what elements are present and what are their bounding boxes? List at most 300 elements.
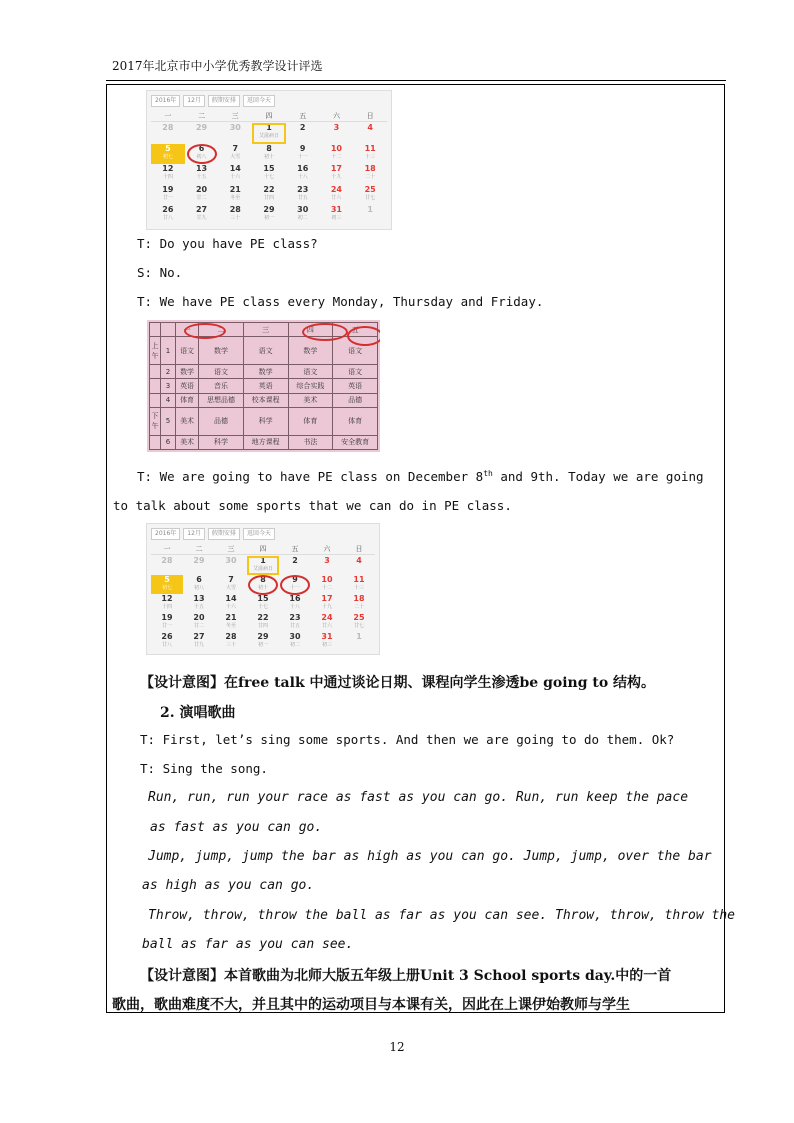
page-number: 12 bbox=[389, 1040, 405, 1054]
calendar-day bbox=[279, 556, 311, 575]
calendar-day bbox=[151, 575, 183, 594]
calendar-weekdays bbox=[151, 544, 375, 555]
day-number: 2 bbox=[299, 123, 306, 132]
calendar-day bbox=[185, 123, 219, 144]
timetable-cell: 体育 bbox=[333, 408, 378, 435]
lunar-label: 三十 bbox=[230, 215, 241, 222]
calendar-day bbox=[151, 613, 183, 632]
day-number: 16 bbox=[289, 594, 301, 603]
calendar-day bbox=[215, 556, 247, 575]
timetable-cell: 音乐 bbox=[199, 379, 244, 393]
timetable-row bbox=[150, 435, 378, 449]
calendar-day bbox=[218, 123, 252, 144]
lunar-label: 十八 bbox=[297, 174, 308, 181]
timetable-cell bbox=[150, 435, 161, 449]
calendar-day bbox=[247, 575, 279, 594]
day-number: 22 bbox=[257, 613, 269, 622]
lunar-label: 艾滋病日 bbox=[258, 133, 279, 139]
timetable-row bbox=[150, 379, 378, 393]
day-number: 22 bbox=[263, 184, 275, 194]
header-rule bbox=[106, 80, 726, 81]
timetable-cell bbox=[150, 379, 161, 393]
calendar-day bbox=[286, 144, 320, 165]
calendar-day bbox=[247, 613, 279, 632]
timetable-cell: 四 bbox=[288, 323, 333, 337]
lunar-label: 十一 bbox=[297, 153, 308, 160]
lunar-label: 十四 bbox=[161, 604, 172, 610]
lunar-label: 廿九 bbox=[196, 215, 207, 222]
calendar-day bbox=[183, 575, 215, 594]
day-number: 10 bbox=[321, 575, 333, 584]
timetable-cell: 思想品德 bbox=[199, 393, 244, 407]
calendar-toolbar-item: 返回今天 bbox=[243, 95, 275, 107]
day-number: 11 bbox=[364, 143, 376, 153]
timetable-cell: 体育 bbox=[288, 408, 333, 435]
calendar-day bbox=[185, 144, 219, 165]
timetable-cell: 英语 bbox=[333, 379, 378, 393]
calendar-day bbox=[252, 185, 286, 206]
timetable-cell: 美术 bbox=[176, 435, 199, 449]
red-circle-mark bbox=[248, 575, 278, 595]
timetable-cell bbox=[161, 323, 176, 337]
calendar-day bbox=[311, 556, 343, 575]
day-number: 1 bbox=[266, 123, 272, 132]
day-number: 16 bbox=[297, 164, 309, 174]
lunar-label: 廿四 bbox=[263, 194, 274, 201]
lunar-label: 十九 bbox=[331, 174, 342, 181]
calendar-day bbox=[215, 613, 247, 632]
circle-monday bbox=[184, 323, 226, 339]
timetable-row bbox=[150, 337, 378, 364]
dialogue-line: S: No. bbox=[137, 265, 183, 280]
day-number: 6 bbox=[198, 143, 205, 153]
day-number: 9 bbox=[299, 143, 306, 153]
lunar-label: 十九 bbox=[321, 604, 332, 610]
weekday-label: 四 bbox=[259, 545, 267, 553]
calendar-day bbox=[286, 205, 320, 226]
lunar-label: 廿四 bbox=[257, 623, 268, 629]
timetable-cell: 地方课程 bbox=[243, 435, 288, 449]
calendar-day bbox=[279, 575, 311, 594]
dialogue-line bbox=[137, 469, 704, 484]
day-number: 30 bbox=[225, 556, 237, 565]
calendar-day bbox=[320, 185, 354, 206]
calendar-image-2 bbox=[146, 523, 380, 655]
calendar-day bbox=[247, 632, 279, 651]
design-intent-2-cont: 歌曲，歌曲难度不大，并且其中的运动项目与本课有关，因此在上课伊始教师与学生 bbox=[112, 997, 630, 1013]
calendar-day bbox=[286, 164, 320, 185]
day-number: 20 bbox=[195, 184, 208, 194]
calendar-day bbox=[247, 556, 279, 575]
calendar-toolbar-item: 12月 bbox=[183, 95, 205, 107]
lunar-label: 廿九 bbox=[193, 642, 204, 648]
lunar-label: 初七 bbox=[162, 153, 173, 160]
lunar-label: 廿一 bbox=[161, 623, 172, 629]
calendar-day bbox=[320, 205, 354, 226]
lyric-line: as fast as you can go. bbox=[150, 820, 323, 835]
weekday-label: 日 bbox=[355, 545, 363, 553]
day-number: 3 bbox=[333, 123, 340, 132]
calendar-toolbar-item: 假期安排 bbox=[208, 528, 240, 540]
calendar-weekdays bbox=[151, 111, 387, 122]
calendar-day bbox=[185, 164, 219, 185]
day-number: 1 bbox=[356, 632, 362, 641]
lunar-label: 初十 bbox=[263, 153, 274, 160]
day-number: 31 bbox=[330, 205, 342, 215]
day-number: 24 bbox=[321, 613, 333, 622]
timetable-cell: 语文 bbox=[243, 337, 288, 364]
day-number: 20 bbox=[193, 613, 205, 622]
calendar-day bbox=[215, 632, 247, 651]
calendar-day bbox=[183, 594, 215, 613]
day-number: 21 bbox=[229, 184, 241, 194]
calendar-grid bbox=[151, 123, 387, 226]
weekday-label: 六 bbox=[323, 545, 331, 553]
timetable-cell: 二 bbox=[199, 323, 244, 337]
lunar-label: 初八 bbox=[193, 585, 204, 591]
calendar-day bbox=[151, 205, 185, 226]
day-number: 24 bbox=[330, 184, 342, 194]
timetable-cell: 一 bbox=[176, 323, 199, 337]
day-number: 10 bbox=[330, 143, 342, 153]
day-number: 30 bbox=[229, 123, 241, 132]
timetable-cell: 体育 bbox=[176, 393, 199, 407]
lunar-label: 初十 bbox=[257, 585, 268, 591]
timetable-row bbox=[150, 364, 378, 378]
timetable-cell: 数学 bbox=[243, 364, 288, 378]
calendar-day bbox=[252, 205, 286, 226]
calendar-day bbox=[353, 144, 387, 165]
day-number: 23 bbox=[297, 184, 309, 194]
timetable-cell: 科学 bbox=[199, 435, 244, 449]
timetable-cell: 校本课程 bbox=[243, 393, 288, 407]
day-number: 19 bbox=[162, 184, 174, 194]
day-number: 7 bbox=[232, 143, 239, 153]
weekday-label: 四 bbox=[265, 112, 273, 120]
day-number: 27 bbox=[193, 632, 205, 641]
timetable-cell: 6 bbox=[161, 435, 176, 449]
calendar-toolbar-item: 2016年 bbox=[151, 528, 180, 540]
day-number: 28 bbox=[162, 123, 174, 132]
lunar-label: 二十 bbox=[365, 174, 376, 181]
calendar-day bbox=[183, 556, 215, 575]
dialogue-line: T: We have PE class every Monday, Thursday and Friday. bbox=[137, 294, 544, 309]
lyric-line: Jump, jump, jump the bar as high as you can go. Jump, jump, over the bar bbox=[148, 849, 712, 864]
day-number: 8 bbox=[266, 143, 272, 153]
calendar-day bbox=[343, 632, 375, 651]
day-number: 4 bbox=[356, 556, 362, 565]
timetable-cell bbox=[150, 323, 161, 337]
calendar-day bbox=[183, 613, 215, 632]
lunar-label: 廿五 bbox=[289, 623, 300, 629]
weekday-label: 一 bbox=[164, 112, 172, 120]
lunar-label: 初三 bbox=[321, 642, 332, 648]
timetable-cell: 上午 bbox=[150, 337, 161, 364]
weekday-label: 二 bbox=[198, 112, 206, 120]
day-number: 30 bbox=[289, 632, 301, 641]
timetable-row bbox=[150, 393, 378, 407]
design-intent-2: 【设计意图】本首歌曲为北师大版五年级上册Unit 3 School sports day.中的一首 bbox=[140, 968, 672, 984]
calendar-day bbox=[151, 632, 183, 651]
timetable-cell: 安全教育 bbox=[333, 435, 378, 449]
lunar-label: 十六 bbox=[230, 174, 241, 181]
day-number: 9 bbox=[292, 575, 298, 584]
day-number: 17 bbox=[330, 164, 342, 174]
weekday-label: 六 bbox=[332, 112, 340, 120]
lunar-label: 初二 bbox=[297, 215, 308, 222]
circle-thursday bbox=[302, 323, 348, 341]
lunar-label: 十二 bbox=[321, 585, 332, 591]
timetable-cell: 4 bbox=[161, 393, 176, 407]
calendar-toolbar bbox=[151, 95, 387, 107]
calendar-day bbox=[353, 185, 387, 206]
calendar-day bbox=[218, 144, 252, 165]
timetable-cell: 3 bbox=[161, 379, 176, 393]
lunar-label: 三十 bbox=[225, 642, 236, 648]
day-number: 21 bbox=[225, 613, 237, 622]
lyric-line: as high as you can go. bbox=[142, 878, 315, 893]
lunar-label: 十二 bbox=[331, 153, 342, 160]
timetable-cell bbox=[150, 393, 161, 407]
calendar-day bbox=[311, 613, 343, 632]
day-number: 8 bbox=[260, 575, 266, 584]
day-number: 1 bbox=[367, 205, 373, 215]
lunar-label: 廿六 bbox=[331, 194, 342, 201]
day-number: 28 bbox=[229, 205, 241, 215]
timetable-cell: 语文 bbox=[333, 364, 378, 378]
day-number: 17 bbox=[321, 594, 333, 603]
weekday-label: 二 bbox=[195, 545, 203, 553]
calendar-day bbox=[279, 594, 311, 613]
timetable-cell: 英语 bbox=[243, 379, 288, 393]
calendar-day bbox=[183, 632, 215, 651]
calendar-day bbox=[311, 575, 343, 594]
red-circle-mark bbox=[280, 575, 310, 595]
lunar-label: 初一 bbox=[257, 642, 268, 648]
dialogue-line: T: Sing the song. bbox=[140, 761, 268, 776]
timetable-cell: 数学 bbox=[199, 337, 244, 364]
timetable-cell: 综合实践 bbox=[288, 379, 333, 393]
timetable-cell: 2 bbox=[161, 364, 176, 378]
lunar-label: 廿二 bbox=[193, 623, 204, 629]
timetable-table bbox=[149, 322, 378, 450]
weekday-label: 日 bbox=[366, 112, 374, 120]
lunar-label: 十八 bbox=[289, 604, 300, 610]
superscript: th bbox=[483, 469, 493, 478]
calendar-day bbox=[252, 164, 286, 185]
calendar-day bbox=[320, 123, 354, 144]
day-number: 18 bbox=[364, 164, 376, 174]
day-number: 13 bbox=[195, 164, 208, 174]
lunar-label: 二十 bbox=[353, 604, 364, 610]
timetable-cell: 数学 bbox=[288, 337, 333, 364]
calendar-toolbar-item: 假期安排 bbox=[208, 95, 240, 107]
day-number: 14 bbox=[229, 164, 241, 174]
calendar-day bbox=[311, 632, 343, 651]
lunar-label: 冬至 bbox=[225, 623, 236, 629]
day-number: 29 bbox=[193, 556, 205, 565]
red-circle-mark bbox=[187, 144, 217, 164]
timetable-cell: 美术 bbox=[176, 408, 199, 435]
day-number: 31 bbox=[321, 632, 333, 641]
calendar-day bbox=[185, 185, 219, 206]
timetable-image bbox=[147, 320, 380, 452]
calendar-day bbox=[286, 185, 320, 206]
day-number: 28 bbox=[161, 556, 173, 565]
calendar-day bbox=[215, 594, 247, 613]
calendar-day bbox=[252, 123, 286, 144]
calendar-day bbox=[218, 205, 252, 226]
timetable-cell: 五 bbox=[333, 323, 378, 337]
dialogue-text: and 9th. Today we are going bbox=[492, 469, 704, 485]
lunar-label: 冬至 bbox=[230, 194, 241, 201]
day-number: 18 bbox=[353, 594, 365, 603]
day-number: 12 bbox=[161, 594, 173, 603]
lunar-label: 廿七 bbox=[353, 623, 364, 629]
timetable-row bbox=[150, 408, 378, 435]
day-number: 29 bbox=[257, 632, 269, 641]
lunar-label: 廿八 bbox=[162, 215, 173, 222]
calendar-day bbox=[279, 632, 311, 651]
lunar-label: 艾滋病日 bbox=[252, 566, 273, 572]
timetable-cell: 英语 bbox=[176, 379, 199, 393]
lunar-label: 初一 bbox=[263, 215, 274, 222]
lunar-label: 初八 bbox=[196, 153, 207, 160]
lyric-line: Throw, throw, throw the ball as far as you can see. Throw, throw, throw the bbox=[148, 908, 735, 923]
day-number: 26 bbox=[162, 205, 174, 215]
day-number: 25 bbox=[353, 613, 365, 622]
calendar-toolbar-item: 2016年 bbox=[151, 95, 180, 107]
document-header: 2017年北京市中小学优秀教学设计评选 bbox=[112, 59, 323, 73]
lunar-label: 初三 bbox=[331, 215, 342, 222]
calendar-day bbox=[185, 205, 219, 226]
calendar-day bbox=[286, 123, 320, 144]
timetable-cell: 数学 bbox=[176, 364, 199, 378]
dialogue-line: T: First, let’s sing some sports. And then we are going to do them. Ok? bbox=[140, 732, 675, 747]
day-number: 27 bbox=[195, 205, 208, 215]
calendar-day bbox=[353, 205, 387, 226]
lunar-label: 廿二 bbox=[196, 194, 207, 201]
section-heading: 2. 演唱歌曲 bbox=[160, 705, 236, 721]
calendar-day bbox=[279, 613, 311, 632]
day-number: 11 bbox=[353, 575, 365, 584]
timetable-cell: 品德 bbox=[199, 408, 244, 435]
weekday-label: 五 bbox=[291, 545, 299, 553]
day-number: 6 bbox=[196, 575, 202, 584]
day-number: 28 bbox=[225, 632, 237, 641]
lunar-label: 初七 bbox=[161, 585, 172, 591]
calendar-toolbar bbox=[151, 528, 375, 540]
calendar-grid bbox=[151, 556, 375, 651]
circle-friday bbox=[347, 326, 380, 346]
day-number: 3 bbox=[324, 556, 330, 565]
day-number: 19 bbox=[161, 613, 173, 622]
calendar-day bbox=[151, 594, 183, 613]
calendar-day bbox=[247, 594, 279, 613]
day-number: 5 bbox=[165, 143, 171, 153]
calendar-day bbox=[215, 575, 247, 594]
weekday-label: 三 bbox=[227, 545, 235, 553]
lyric-line: Run, run, run your race as fast as you can go. Run, run keep the pace bbox=[148, 790, 689, 805]
dialogue-text: T: We are going to have PE class on December 8 bbox=[137, 469, 484, 485]
timetable-cell bbox=[150, 364, 161, 378]
timetable-cell: 语文 bbox=[199, 364, 244, 378]
weekday-label: 五 bbox=[299, 112, 307, 120]
lunar-label: 廿一 bbox=[162, 194, 173, 201]
day-number: 7 bbox=[228, 575, 234, 584]
day-number: 15 bbox=[257, 594, 269, 603]
calendar-day bbox=[353, 123, 387, 144]
lunar-label: 廿六 bbox=[321, 623, 332, 629]
dialogue-line: to talk about some sports that we can do in PE class. bbox=[113, 498, 512, 513]
calendar-day bbox=[311, 594, 343, 613]
timetable-cell: 下午 bbox=[150, 408, 161, 435]
timetable-cell: 三 bbox=[243, 323, 288, 337]
weekday-label: 一 bbox=[163, 545, 171, 553]
lunar-label: 初二 bbox=[289, 642, 300, 648]
lunar-label: 十五 bbox=[193, 604, 204, 610]
calendar-day bbox=[151, 185, 185, 206]
calendar-toolbar-item: 返回今天 bbox=[243, 528, 275, 540]
day-number: 29 bbox=[195, 123, 208, 132]
timetable-cell: 科学 bbox=[243, 408, 288, 435]
day-number: 15 bbox=[263, 164, 275, 174]
lunar-label: 廿五 bbox=[297, 194, 308, 201]
design-intent-1: 【设计意图】在free talk 中通过谈论日期、课程向学生渗透be going to 结构。 bbox=[140, 675, 656, 691]
weekday-label: 三 bbox=[231, 112, 239, 120]
lunar-label: 廿八 bbox=[161, 642, 172, 648]
calendar-toolbar-item: 12月 bbox=[183, 528, 205, 540]
calendar-day bbox=[151, 164, 185, 185]
calendar-day bbox=[320, 144, 354, 165]
dialogue-line: T: Do you have PE class? bbox=[137, 236, 318, 251]
calendar-day bbox=[320, 164, 354, 185]
timetable-cell: 1 bbox=[161, 337, 176, 364]
day-number: 30 bbox=[297, 205, 309, 215]
calendar-day bbox=[343, 594, 375, 613]
day-number: 26 bbox=[161, 632, 173, 641]
lyric-line: ball as far as you can see. bbox=[142, 937, 354, 952]
timetable-cell: 语文 bbox=[333, 337, 378, 364]
calendar-day bbox=[218, 185, 252, 206]
calendar-day bbox=[252, 144, 286, 165]
calendar-day bbox=[353, 164, 387, 185]
day-number: 1 bbox=[260, 556, 266, 565]
calendar-day bbox=[218, 164, 252, 185]
timetable-cell: 语文 bbox=[288, 364, 333, 378]
calendar-day bbox=[151, 556, 183, 575]
day-number: 4 bbox=[367, 123, 373, 132]
lunar-label: 十三 bbox=[365, 153, 376, 160]
lunar-label: 十七 bbox=[263, 174, 274, 181]
calendar-image-1 bbox=[146, 90, 392, 230]
lunar-label: 大雪 bbox=[230, 153, 241, 160]
calendar-day bbox=[151, 123, 185, 144]
day-number: 23 bbox=[289, 613, 301, 622]
timetable-cell: 品德 bbox=[333, 393, 378, 407]
day-number: 2 bbox=[292, 556, 298, 565]
calendar-day bbox=[343, 556, 375, 575]
timetable-cell: 语文 bbox=[176, 337, 199, 364]
lunar-label: 廿七 bbox=[365, 194, 376, 201]
day-number: 14 bbox=[225, 594, 237, 603]
lunar-label: 十六 bbox=[225, 604, 236, 610]
calendar-day bbox=[343, 575, 375, 594]
day-number: 12 bbox=[162, 164, 174, 174]
lunar-label: 十四 bbox=[162, 174, 173, 181]
lunar-label: 十五 bbox=[196, 174, 207, 181]
day-number: 13 bbox=[193, 594, 205, 603]
